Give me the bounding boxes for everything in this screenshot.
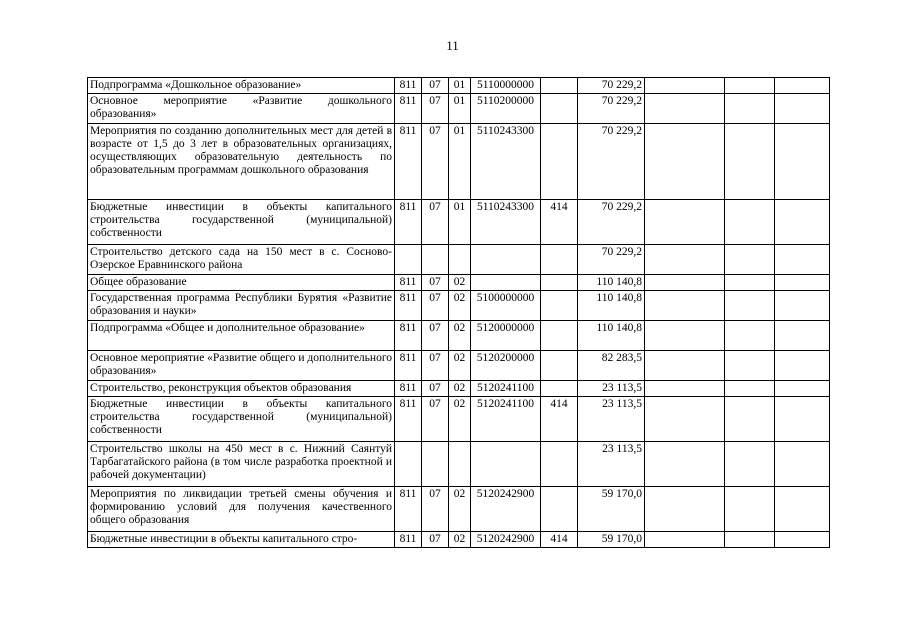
table-row <box>88 381 830 397</box>
table-row <box>88 291 830 321</box>
section-code-cell <box>422 245 449 275</box>
row-name-cell: Подпрограмма «Общее и дополнительное образование» <box>88 321 395 351</box>
empty-cell <box>645 124 725 200</box>
amount-cell: 70 229,2 <box>578 94 645 124</box>
expense-type-cell <box>541 442 578 487</box>
row-name-cell: Строительство школы на 450 мест в с. Нижний Саянтуй Тарбагатайского района (в том числе разработка проектной и рабочей документации) <box>88 442 395 487</box>
subsection-code-cell: 01 <box>449 200 471 245</box>
table-row <box>88 94 830 124</box>
target-article-cell: 5120241100 <box>471 397 541 442</box>
table-row <box>88 487 830 532</box>
subsection-code-cell: 02 <box>449 351 471 381</box>
section-code-cell: 07 <box>422 532 449 548</box>
ved-code-cell: 811 <box>395 78 422 94</box>
empty-cell <box>725 78 775 94</box>
table-row <box>88 351 830 381</box>
empty-cell <box>775 245 830 275</box>
row-name-cell: Основное мероприятие «Развитие дошкольного образования» <box>88 94 395 124</box>
subsection-code-cell <box>449 245 471 275</box>
empty-cell <box>775 351 830 381</box>
target-article-cell <box>471 275 541 291</box>
target-article-cell: 5120200000 <box>471 351 541 381</box>
target-article-cell <box>471 245 541 275</box>
subsection-code-cell: 02 <box>449 291 471 321</box>
expense-type-cell: 414 <box>541 532 578 548</box>
amount-cell: 23 113,5 <box>578 397 645 442</box>
expense-type-cell <box>541 321 578 351</box>
row-name-cell: Основное мероприятие «Развитие общего и дополнительного образования» <box>88 351 395 381</box>
empty-cell <box>775 381 830 397</box>
section-code-cell: 07 <box>422 200 449 245</box>
empty-cell <box>775 200 830 245</box>
amount-cell: 110 140,8 <box>578 275 645 291</box>
row-name-cell: Строительство детского сада на 150 мест в с. Сосново-Озерское Еравнинского района <box>88 245 395 275</box>
empty-cell <box>725 351 775 381</box>
expense-type-cell <box>541 351 578 381</box>
budget-table <box>87 77 830 548</box>
ved-code-cell: 811 <box>395 291 422 321</box>
expense-type-cell <box>541 78 578 94</box>
empty-cell <box>645 351 725 381</box>
target-article-cell: 5100000000 <box>471 291 541 321</box>
empty-cell <box>645 397 725 442</box>
expense-type-cell <box>541 245 578 275</box>
subsection-code-cell: 02 <box>449 321 471 351</box>
table-row <box>88 200 830 245</box>
empty-cell <box>725 532 775 548</box>
empty-cell <box>645 200 725 245</box>
expense-type-cell <box>541 124 578 200</box>
empty-cell <box>775 321 830 351</box>
amount-cell: 59 170,0 <box>578 487 645 532</box>
subsection-code-cell: 01 <box>449 78 471 94</box>
subsection-code-cell: 02 <box>449 487 471 532</box>
table-row <box>88 245 830 275</box>
empty-cell <box>725 124 775 200</box>
ved-code-cell: 811 <box>395 351 422 381</box>
empty-cell <box>775 487 830 532</box>
empty-cell <box>645 78 725 94</box>
section-code-cell: 07 <box>422 381 449 397</box>
section-code-cell: 07 <box>422 291 449 321</box>
ved-code-cell: 811 <box>395 321 422 351</box>
target-article-cell: 5120242900 <box>471 487 541 532</box>
ved-code-cell: 811 <box>395 275 422 291</box>
subsection-code-cell: 02 <box>449 397 471 442</box>
empty-cell <box>725 291 775 321</box>
expense-type-cell <box>541 94 578 124</box>
ved-code-cell: 811 <box>395 94 422 124</box>
expense-type-cell: 414 <box>541 397 578 442</box>
section-code-cell: 07 <box>422 94 449 124</box>
empty-cell <box>645 442 725 487</box>
empty-cell <box>725 442 775 487</box>
expense-type-cell <box>541 487 578 532</box>
subsection-code-cell: 01 <box>449 94 471 124</box>
empty-cell <box>775 275 830 291</box>
amount-cell: 70 229,2 <box>578 200 645 245</box>
ved-code-cell: 811 <box>395 532 422 548</box>
row-name-cell: Государственная программа Республики Бурятия «Развитие образования и науки» <box>88 291 395 321</box>
empty-cell <box>725 321 775 351</box>
target-article-cell: 5110000000 <box>471 78 541 94</box>
ved-code-cell: 811 <box>395 397 422 442</box>
amount-cell: 59 170,0 <box>578 532 645 548</box>
row-name-cell: Бюджетные инвестиции в объекты капитального строительства государственной (муниципальной) собственности <box>88 200 395 245</box>
amount-cell: 70 229,2 <box>578 78 645 94</box>
amount-cell: 110 140,8 <box>578 291 645 321</box>
section-code-cell <box>422 442 449 487</box>
table-row <box>88 397 830 442</box>
section-code-cell: 07 <box>422 321 449 351</box>
expense-type-cell <box>541 381 578 397</box>
amount-cell: 23 113,5 <box>578 381 645 397</box>
amount-cell: 110 140,8 <box>578 321 645 351</box>
empty-cell <box>725 245 775 275</box>
empty-cell <box>645 487 725 532</box>
row-name-cell: Бюджетные инвестиции в объекты капитального стро- <box>88 532 395 548</box>
section-code-cell: 07 <box>422 78 449 94</box>
subsection-code-cell: 01 <box>449 124 471 200</box>
amount-cell: 70 229,2 <box>578 245 645 275</box>
empty-cell <box>775 532 830 548</box>
target-article-cell <box>471 442 541 487</box>
subsection-code-cell: 02 <box>449 381 471 397</box>
table-row <box>88 78 830 94</box>
target-article-cell: 5120000000 <box>471 321 541 351</box>
row-name-cell: Бюджетные инвестиции в объекты капитального строительства государственной (муниципальной) собственности <box>88 397 395 442</box>
expense-type-cell: 414 <box>541 200 578 245</box>
row-name-cell: Подпрограмма «Дошкольное образование» <box>88 78 395 94</box>
expense-type-cell <box>541 275 578 291</box>
section-code-cell: 07 <box>422 275 449 291</box>
section-code-cell: 07 <box>422 124 449 200</box>
expense-type-cell <box>541 291 578 321</box>
empty-cell <box>725 200 775 245</box>
empty-cell <box>725 397 775 442</box>
empty-cell <box>645 275 725 291</box>
row-name-cell: Мероприятия по ликвидации третьей смены обучения и формированию условий для получения качественного общего образования <box>88 487 395 532</box>
ved-code-cell <box>395 245 422 275</box>
empty-cell <box>725 275 775 291</box>
target-article-cell: 5110243300 <box>471 200 541 245</box>
empty-cell <box>775 78 830 94</box>
empty-cell <box>645 291 725 321</box>
ved-code-cell: 811 <box>395 487 422 532</box>
section-code-cell: 07 <box>422 487 449 532</box>
empty-cell <box>645 321 725 351</box>
ved-code-cell: 811 <box>395 124 422 200</box>
row-name-cell: Мероприятия по созданию дополнительных мест для детей в возрасте от 1,5 до 3 лет в образовательных организациях, осуществляющих образовательную деятельность по образовательным программам дошкольного образования <box>88 124 395 200</box>
row-name-cell: Строительство, реконструкция объектов образования <box>88 381 395 397</box>
ved-code-cell <box>395 442 422 487</box>
ved-code-cell: 811 <box>395 381 422 397</box>
ved-code-cell: 811 <box>395 200 422 245</box>
amount-cell: 70 229,2 <box>578 124 645 200</box>
target-article-cell: 5110243300 <box>471 124 541 200</box>
empty-cell <box>775 124 830 200</box>
empty-cell <box>725 487 775 532</box>
target-article-cell: 5110200000 <box>471 94 541 124</box>
empty-cell <box>725 381 775 397</box>
subsection-code-cell <box>449 442 471 487</box>
target-article-cell: 5120241100 <box>471 381 541 397</box>
empty-cell <box>645 532 725 548</box>
target-article-cell: 5120242900 <box>471 532 541 548</box>
empty-cell <box>645 245 725 275</box>
empty-cell <box>645 94 725 124</box>
section-code-cell: 07 <box>422 397 449 442</box>
section-code-cell: 07 <box>422 351 449 381</box>
empty-cell <box>725 94 775 124</box>
table-row <box>88 532 830 548</box>
table-row <box>88 442 830 487</box>
subsection-code-cell: 02 <box>449 275 471 291</box>
subsection-code-cell: 02 <box>449 532 471 548</box>
amount-cell: 82 283,5 <box>578 351 645 381</box>
row-name-cell: Общее образование <box>88 275 395 291</box>
empty-cell <box>775 291 830 321</box>
table-row <box>88 321 830 351</box>
empty-cell <box>775 442 830 487</box>
table-row <box>88 124 830 200</box>
table-row <box>88 275 830 291</box>
empty-cell <box>775 397 830 442</box>
empty-cell <box>645 381 725 397</box>
amount-cell: 23 113,5 <box>578 442 645 487</box>
empty-cell <box>775 94 830 124</box>
page-number: 11 <box>446 38 459 53</box>
